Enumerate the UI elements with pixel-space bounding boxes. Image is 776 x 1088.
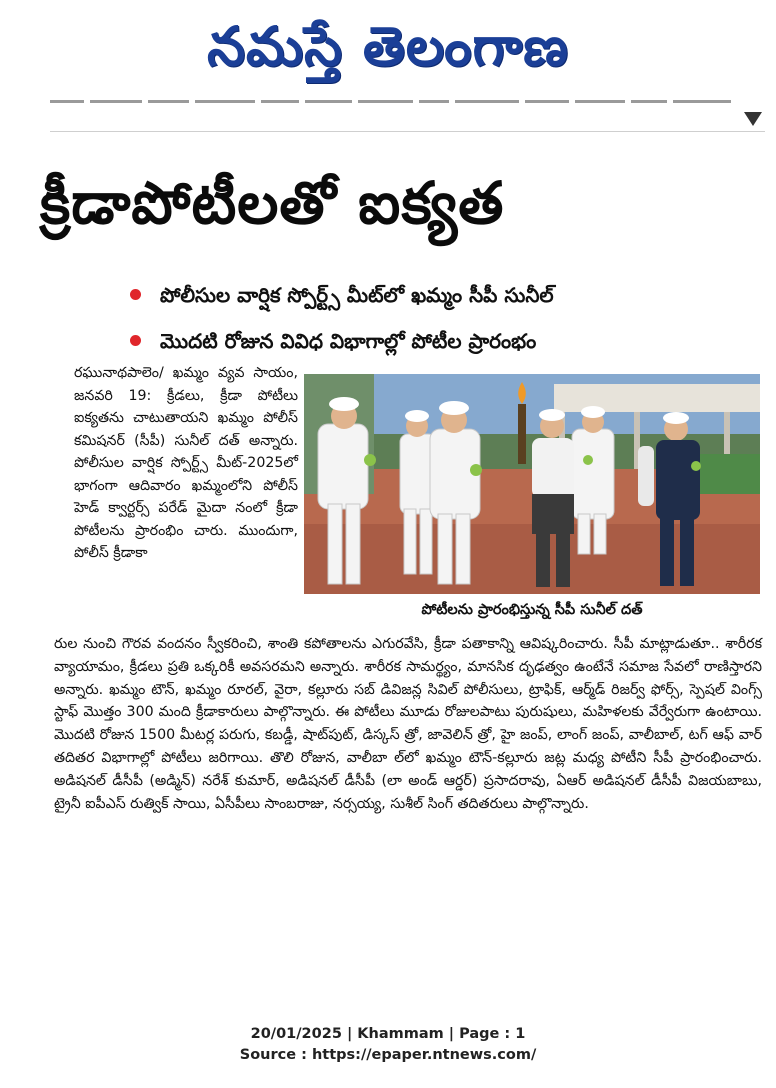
subheadline-text: మొదటి రోజున వివిధ విభాగాల్లో పోటీల ప్రారంభం (160, 329, 537, 353)
subheadline-text: పోలీసుల వార్షిక స్పోర్ట్స్ మీట్‌లో ఖమ్మం సీపీ సునీల్ (160, 283, 554, 307)
article-headline: క్రీడాపోటీలతో ఐక్యత (40, 169, 505, 237)
subheadline-list (130, 272, 770, 364)
divider (50, 131, 765, 132)
clipping-footer (0, 1024, 776, 1066)
subheadline-item (130, 318, 770, 364)
arrow-down-icon (744, 112, 762, 126)
subheadline-item (130, 272, 770, 318)
newspaper-logo: నమస్తే తెలంగాణ (207, 14, 569, 78)
footer-date-edition: 20/01/2025 | Khammam | Page : 1 (250, 1026, 526, 1042)
footer-source-link[interactable]: Source : https://epaper.ntnews.com/ (239, 1047, 537, 1063)
bullet-dot-icon (130, 335, 141, 346)
photo-caption: పోటీలను ప్రారంభిస్తున్న సీపీ సునీల్ దత్ (421, 602, 643, 618)
masthead (0, 6, 776, 86)
clipped-previous-text-strip (50, 95, 740, 109)
news-photo (304, 374, 760, 594)
article-intro: రఘునాథపాలెం/ ఖమ్మం వ్యవ సాయం, జనవరి 19: క్రీడలు, క్రీడా పోటీలు ఐక్యతను చాటుతాయని ఖమ్మం పోలీస్ కమిషనర్ (సీపీ) సునీల్ దత్ అన్నారు. పోలీసుల వార్షిక స్పోర్ట్స్ మీట్-2025లో భాగంగా ఆదివారం ఖమ్మంలోని పోలీస్ హెడ్ క్వార్టర్స్ పరేడ్ మైదా నంలో క్రీడా పోటీలను ప్రారంభిం చారు. ముందుగా, పోలీస్ క్రీడాకా (74, 365, 298, 561)
bullet-dot-icon (130, 289, 141, 300)
article-body: రుల నుంచి గౌరవ వందనం స్వీకరించి, శాంతి కపోతాలను ఎగురవేసి, క్రీడా పతాకాన్ని ఆవిష్కరించారు. సీపీ మాట్లాడుతూ.. శారీరక వ్యాయామం, క్రీడలు ప్రతి ఒక్కరికీ అవసరమని అన్నారు. శారీరక సామర్థ్యం, మానసిక దృఢత్వం ఉంటేనే సమాజ సేవలో రాణిస్తారని అన్నారు. ఖమ్మం టౌన్, ఖమ్మం రూరల్, వైరా, కల్లూరు సబ్ డివిజన్ల సివిల్ పోలీసులు, ట్రాఫిక్, ఆర్మ్‌డ్ రిజర్వ్ ఫోర్స్, స్పెషల్ వింగ్స్ స్టాఫ్ మొత్తం 300 మంది క్రీడాకారులు పాల్గొన్నారు. ఈ పోటీలు మూడు రోజులపాటు పురుషులు, మహిళలకు వేర్వేరుగా ఉంటాయి. మొదటి రోజున 1500 మీటర్ల పరుగు, కబడ్డీ, షాట్‌పుట్, డిస్కస్ త్రో, జావెలిన్ త్రో, హై జంప్, లాంగ్ జంప్, వాలీబాల్, టగ్ ఆఫ్ వార్ తదితర విభాగాల్లో పోటీలు జరిగాయి. తొలి రోజున, వాలీబా ల్‌లో ఖమ్మం టౌన్-కల్లూరు జట్ల మధ్య పోటీని సీపీ ప్రారంభించారు. అడిషనల్ డీసీపీ (అడ్మిన్) నరేశ్ కుమార్, అడిషనల్ డీసీపీ (లా అండ్ ఆర్డర్) ప్రసాదరావు, ఏఆర్ అడిషనల్ డీసీపీ విజయబాబు, ట్రైనీ ఐపీఎస్ రుత్విక్ సాయి, ఏసీపీలు సాంబరాజు, నర్సయ్య, సుశీల్ సింగ్ తదితరులు పాల్గొన్నారు. (54, 636, 762, 812)
